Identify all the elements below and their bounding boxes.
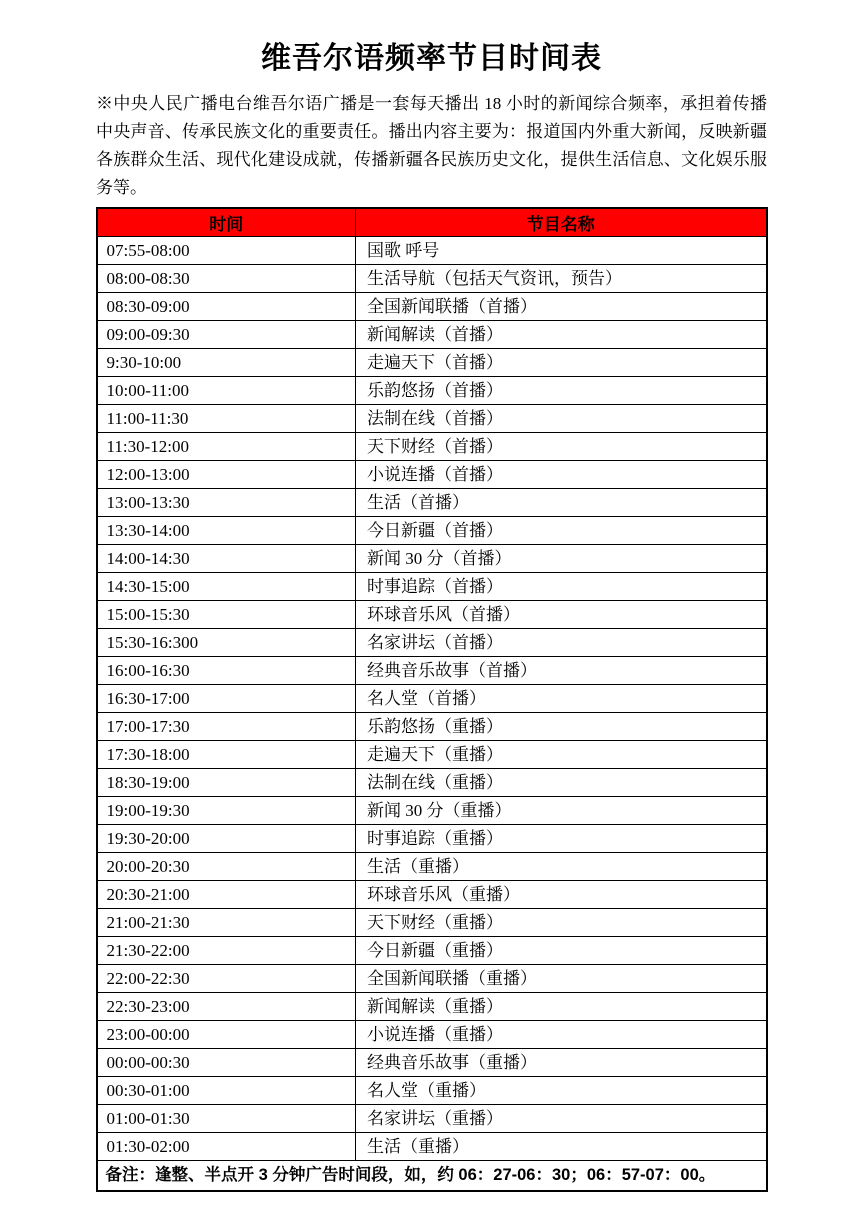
program-cell: 生活（重播） (356, 853, 767, 881)
program-cell: 新闻解读（重播） (356, 993, 767, 1021)
time-cell: 16:00-16:30 (97, 657, 356, 685)
schedule-table (96, 207, 768, 1192)
program-cell: 环球音乐风（重播） (356, 881, 767, 909)
program-cell: 国歌 呼号 (356, 237, 767, 265)
time-cell: 19:00-19:30 (97, 797, 356, 825)
time-cell: 15:30-16:300 (97, 629, 356, 657)
program-cell: 新闻 30 分（重播） (356, 797, 767, 825)
program-cell: 天下财经（重播） (356, 909, 767, 937)
table-row (97, 741, 767, 769)
program-cell: 法制在线（首播） (356, 405, 767, 433)
program-cell: 今日新疆（首播） (356, 517, 767, 545)
program-cell: 生活（首播） (356, 489, 767, 517)
column-header-program: 节目名称 (356, 208, 767, 237)
table-row (97, 685, 767, 713)
program-cell: 小说连播（重播） (356, 1021, 767, 1049)
table-row (97, 853, 767, 881)
program-cell: 生活（重播） (356, 1133, 767, 1161)
table-row (97, 1049, 767, 1077)
time-cell: 01:30-02:00 (97, 1133, 356, 1161)
time-cell: 13:00-13:30 (97, 489, 356, 517)
time-cell: 00:30-01:00 (97, 1077, 356, 1105)
program-cell: 全国新闻联播（重播） (356, 965, 767, 993)
time-cell: 20:30-21:00 (97, 881, 356, 909)
program-cell: 环球音乐风（首播） (356, 601, 767, 629)
program-cell: 生活导航（包括天气资讯，预告） (356, 265, 767, 293)
table-row (97, 293, 767, 321)
table-row (97, 377, 767, 405)
note-row (97, 1161, 767, 1192)
program-cell: 名家讲坛（重播） (356, 1105, 767, 1133)
time-cell: 18:30-19:00 (97, 769, 356, 797)
time-cell: 21:00-21:30 (97, 909, 356, 937)
table-row (97, 1077, 767, 1105)
program-cell: 时事追踪（首播） (356, 573, 767, 601)
page-title: 维吾尔语频率节目时间表 (261, 42, 602, 75)
program-cell: 新闻 30 分（首播） (356, 545, 767, 573)
table-row (97, 657, 767, 685)
time-cell: 07:55-08:00 (97, 237, 356, 265)
table-row (97, 629, 767, 657)
program-cell: 经典音乐故事（首播） (356, 657, 767, 685)
program-cell: 走遍天下（首播） (356, 349, 767, 377)
program-cell: 全国新闻联播（首播） (356, 293, 767, 321)
program-cell: 天下财经（首播） (356, 433, 767, 461)
table-row (97, 237, 767, 265)
time-cell: 14:30-15:00 (97, 573, 356, 601)
table-row (97, 545, 767, 573)
time-cell: 01:00-01:30 (97, 1105, 356, 1133)
table-row (97, 405, 767, 433)
time-cell: 08:00-08:30 (97, 265, 356, 293)
program-cell: 法制在线（重播） (356, 769, 767, 797)
table-header-row (97, 208, 767, 237)
table-row (97, 573, 767, 601)
program-cell: 新闻解读（首播） (356, 321, 767, 349)
program-cell: 走遍天下（重播） (356, 741, 767, 769)
time-cell: 17:30-18:00 (97, 741, 356, 769)
time-cell: 17:00-17:30 (97, 713, 356, 741)
time-cell: 16:30-17:00 (97, 685, 356, 713)
intro-paragraph: ※中央人民广播电台维吾尔语广播是一套每天播出 18 小时的新闻综合频率，承担着传播中央声音、传承民族文化的重要责任。播出内容主要为：报道国内外重大新闻，反映新疆各族群众生活、现代化建设成就，传播新疆各民族历史文化，提供生活信息、文化娱乐服务等。 (96, 94, 767, 197)
program-cell: 小说连播（首播） (356, 461, 767, 489)
program-cell: 名人堂（首播） (356, 685, 767, 713)
column-header-time: 时间 (97, 208, 356, 237)
time-cell: 11:30-12:00 (97, 433, 356, 461)
time-cell: 11:00-11:30 (97, 405, 356, 433)
table-row (97, 937, 767, 965)
table-row (97, 825, 767, 853)
time-cell: 13:30-14:00 (97, 517, 356, 545)
table-row (97, 965, 767, 993)
time-cell: 14:00-14:30 (97, 545, 356, 573)
program-cell: 经典音乐故事（重播） (356, 1049, 767, 1077)
table-row (97, 881, 767, 909)
time-cell: 21:30-22:00 (97, 937, 356, 965)
time-cell: 23:00-00:00 (97, 1021, 356, 1049)
table-row (97, 489, 767, 517)
table-row (97, 433, 767, 461)
table-row (97, 769, 767, 797)
table-row (97, 349, 767, 377)
table-row (97, 713, 767, 741)
table-row (97, 797, 767, 825)
time-cell: 15:00-15:30 (97, 601, 356, 629)
table-row (97, 1021, 767, 1049)
program-cell: 乐韵悠扬（重播） (356, 713, 767, 741)
program-cell: 名人堂（重播） (356, 1077, 767, 1105)
program-cell: 时事追踪（重播） (356, 825, 767, 853)
table-row (97, 321, 767, 349)
program-cell: 乐韵悠扬（首播） (356, 377, 767, 405)
time-cell: 19:30-20:00 (97, 825, 356, 853)
time-cell: 00:00-00:30 (97, 1049, 356, 1077)
time-cell: 10:00-11:00 (97, 377, 356, 405)
time-cell: 09:00-09:30 (97, 321, 356, 349)
table-row (97, 265, 767, 293)
table-row (97, 1105, 767, 1133)
time-cell: 9:30-10:00 (97, 349, 356, 377)
program-cell: 今日新疆（重播） (356, 937, 767, 965)
note-text: 备注：逢整、半点开 3 分钟广告时间段，如，约 06：27-06：30；06：57-07：00。 (97, 1161, 767, 1192)
table-row (97, 1133, 767, 1161)
table-row (97, 517, 767, 545)
table-row (97, 461, 767, 489)
table-row (97, 601, 767, 629)
time-cell: 22:30-23:00 (97, 993, 356, 1021)
time-cell: 22:00-22:30 (97, 965, 356, 993)
time-cell: 12:00-13:00 (97, 461, 356, 489)
time-cell: 20:00-20:30 (97, 853, 356, 881)
table-row (97, 909, 767, 937)
time-cell: 08:30-09:00 (97, 293, 356, 321)
program-cell: 名家讲坛（首播） (356, 629, 767, 657)
table-row (97, 993, 767, 1021)
